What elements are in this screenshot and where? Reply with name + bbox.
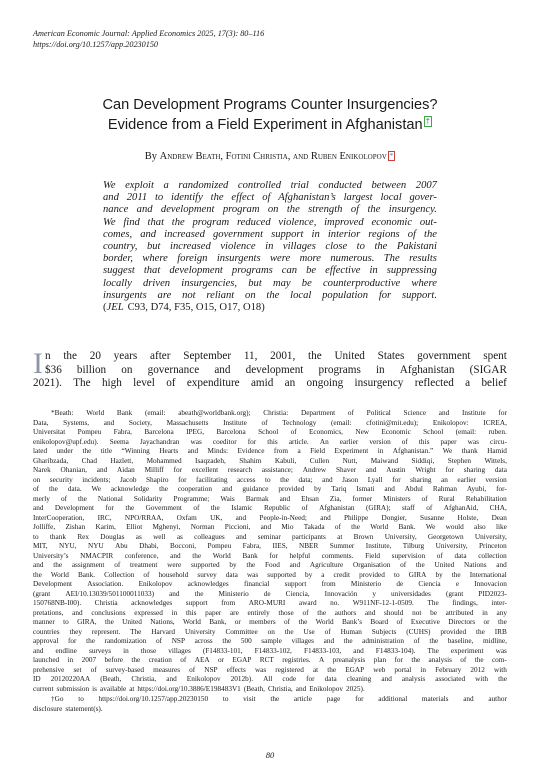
- footnote-line: manner to GIRA, the United Nations, World Bank, or members of the World Bank’s Board of Executive Directors or the: [33, 618, 507, 626]
- title-line-1: Can Development Programs Counter Insurgencies?: [102, 97, 438, 113]
- page-number: 80: [265, 750, 275, 760]
- footnote-line: of the data. We acknowledge the cooperation and guidance provided by Tariq Ismati and Abdul Rahman Ayubi, for-: [33, 485, 507, 493]
- footnotes: [33, 409, 507, 714]
- body-line: 2021). The high level of expenditure amid an ongoing insurgency reflected a belief: [33, 377, 507, 390]
- footnote-line: Data, Systems, and Society, Massachusetts Institute of Technology (email: cfotini@mit.edu); Enikolopov: ICREA,: [33, 418, 507, 427]
- footnote-line: launched in 2007 before the creation of AEA or EGAP RCT registries. A preanalysis plan for the analysis of the com-: [33, 656, 507, 664]
- jel-codes: C93, D74, F35, O15, O17, O18): [127, 302, 265, 314]
- abstract-line: nance and development program on the strength of the insurgency.: [103, 204, 437, 216]
- footnote-line: lated under the title “Winning Hearts and Minds: Evidence from a Field Experiment in Afghanistan.” We thank Hamid: [33, 447, 507, 455]
- title-dagger-link[interactable]: †: [425, 117, 431, 126]
- author-names: Andrew Beath, Fotini Christia, and Ruben Enikolopov: [159, 151, 387, 162]
- footnote-line: and endline surveys in those villages (F14833-101, F14833-102, F14833-103, and F14833-104). The experiment was: [33, 646, 507, 655]
- footnote-line: to thank Rex Douglas as well as colleagues and seminar participants at Brown University, Georgetown University,: [33, 532, 507, 541]
- footnote-line: Narek Ohanian, and Aidan Milliff for excellent research assistance; Andrew Shaver and Austin Wright for sharing data: [33, 466, 507, 474]
- jel-label: JEL: [106, 302, 124, 314]
- abstract-line: comes, and increased government support in interior regions of the: [103, 228, 437, 240]
- footnote-line: and the assignment of treatment were supported by the Food and Agriculture Organisation of the United Nations and: [33, 561, 507, 569]
- footnote-line: prehensive set of survey-based measures of NSP effects was registered at the EGAP web portal in February 2012 with: [33, 665, 507, 674]
- abstract-line: insurgents are not reliant on the local population for support.: [103, 289, 437, 301]
- abstract-line: locally driven insurgencies, but may be counterproductive where: [103, 277, 437, 289]
- footnote-line: countries they represent. The Harvard University Committee on the Use of Human Subjects (CUHS) provided the IRB: [33, 627, 507, 636]
- footnote-line: disclosure statement(s).: [33, 704, 103, 713]
- footnote-line: (grant AEI/10.13039/501100011033) and the Ministerio de Ciencia, Innovación y universidades (grant PID2023-: [33, 589, 507, 598]
- footnote-line: University’s NMACPIR conference, and the World Bank for helpful comments. Field supervision of data collection: [33, 551, 507, 560]
- jel-open-paren: (: [103, 302, 107, 314]
- jel-codes-line: [103, 302, 437, 314]
- footnote-line: merly of the National Solidarity Programme; Wais Barmak and Ehsan Zia, former Ministers of Rural Rehabilitation: [33, 494, 507, 503]
- footnote-line: 150768NB-I00). Christia acknowledges support from ARO-MURI award no. W911NF-12-1-0509. The findings, inter-: [33, 599, 507, 607]
- author-footnote-link[interactable]: *: [389, 152, 394, 160]
- body-line: $36 billion on governance and development programs in Afghanistan (SIGAR: [45, 363, 507, 376]
- footnote-line: current submission is available at https://doi.org/10.3886/E198483V1 (Beath, Christia, and Enikolopov 2025).: [33, 684, 365, 693]
- footnote-line: and Development for the Government of the Islamic Republic of Afghanistan (GIRA); staff of AfghanAid, CHA,: [33, 504, 507, 512]
- footnote-line: ID 20120220AA (Beath, Christia, and Enikolopov 2012b). All code for data cleaning and analysis associated with the: [33, 675, 507, 683]
- body-line: n the 20 years after September 11, 2001, the United States government spent: [45, 350, 507, 362]
- body-text: [33, 347, 507, 391]
- footnote-line: InterCooperation, IRC, NPO/RRAA, Oxfam UK, and People-in-Need; and Philippe Dongier, Susanne Holste, Dean: [33, 513, 507, 522]
- title-line-2-text: Evidence from a Field Experiment in Afghanistan: [107, 117, 423, 133]
- abstract: [103, 180, 437, 314]
- footnote-line: pretations, and conclusions expressed in this paper are entirely those of the authors and should not be attributed in any: [33, 608, 507, 617]
- footnote-line: on security incidents; Jacob Shapiro for facilitating access to the data; and Jason Lyall for sharing an earlier version: [33, 475, 507, 484]
- footnote-line: approval for the randomization of NSP across the 500 sample villages and the administration of the baseline, midline,: [33, 637, 507, 645]
- footnote-line: enikolopov@upf.edu). Seema Jayachandran was coeditor for this article. An earlier version of this paper was circu-: [33, 437, 507, 446]
- journal-header: [33, 28, 264, 50]
- doi-link[interactable]: https://doi.org/10.1257/app.20230150: [33, 40, 159, 49]
- abstract-line: border, where foreign insurgents were more numerous. The results: [103, 253, 437, 265]
- abstract-line: and 2011 to identify the effect of Afghanistan’s largest local gover-: [103, 192, 437, 204]
- footnote-line: MIT, NYU, NYU Abu Dhabi, Bocconi, Pompeu Fabra, IIES, NBER Summer Institute, Tilburg University, Princeton: [33, 542, 507, 550]
- footnote-line: *Beath: World Bank (email: abeath@worldbank.org); Christia: Department of Political Science and Institute for: [51, 409, 507, 417]
- footnote-line: the World Bank. Collection of household survey data was supported by a credit provided to GIRA by the International: [33, 570, 507, 579]
- footnote-line: Jolliffe, Zishan Karim, Elliot Mghenyi, Norman Piccioni, and Mio Takada of the World Bank. We would also like: [33, 523, 507, 531]
- footnote-line: Gharibzada, Chad Hazlett, Mohammed Isaqzadeh, Shahim Kabuli, Cullen Nutt, Maiwand Siddiqi, Stephen Wittels,: [33, 456, 507, 465]
- footnote-line: †Go to https://doi.org/10.1257/app.20230150 to visit the article page for additional materials and author: [51, 695, 507, 703]
- journal-citation: American Economic Journal: Applied Economics 2025, 17(3): 80–116: [33, 29, 265, 38]
- abstract-line: We exploit a randomized controlled trial conducted between 2007: [103, 180, 437, 191]
- abstract-line: We find that the program reduced violence, improved economic out-: [103, 216, 437, 228]
- footnote-line: Universitat Pompeu Fabra, Barcelona IPEG, Barcelona School of Economics, New Economic School (email: ruben.: [33, 428, 507, 436]
- abstract-line: suggest that development programs can be effective in suppressing: [103, 265, 437, 277]
- article-title: [60, 95, 480, 135]
- footnote-line: Development Association. Enikolopov acknowledges financial support from Ministerio de Ciencia e Innovacion: [33, 580, 507, 588]
- author-line: [60, 151, 480, 162]
- drop-cap: I: [33, 347, 43, 380]
- abstract-line: country, but increased violence in villages close to the Pakistani: [103, 241, 437, 253]
- author-by: By: [144, 151, 158, 162]
- title-line-2: [60, 115, 480, 135]
